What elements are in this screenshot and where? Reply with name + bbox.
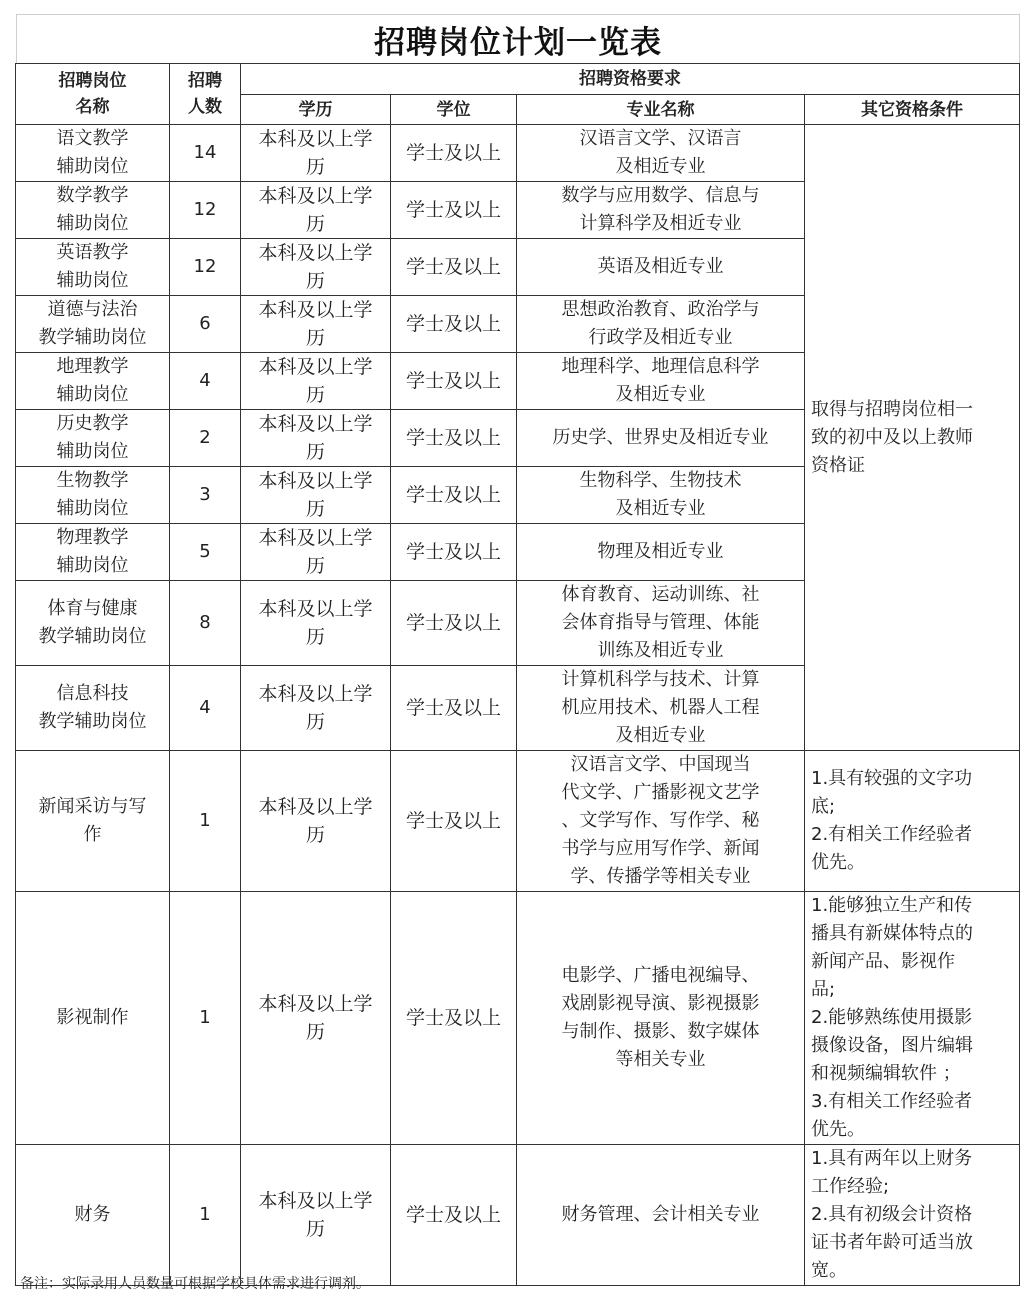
recruitment-table <box>15 63 1020 1286</box>
degree-cell: 学士及以上 <box>391 467 517 524</box>
table-row <box>16 125 1020 182</box>
cell-line: 及相近专业 <box>615 725 706 746</box>
cell-line: 品; <box>811 979 836 1000</box>
position-cell <box>16 581 170 666</box>
cell-line: 、文学写作、写作学、秘 <box>561 810 760 831</box>
header-education: 学历 <box>241 95 391 125</box>
cell-line: 取得与招聘岗位相一 <box>811 398 973 420</box>
header-position-line: 招聘岗位 <box>58 71 127 91</box>
cell-line: 物理教学 <box>56 527 129 548</box>
education-cell <box>241 666 391 751</box>
cell-line: 思想政治教育、政治学与 <box>561 299 760 320</box>
cell-line: 本科及以上学 <box>258 185 373 207</box>
count-cell: 3 <box>170 467 241 524</box>
cell-line: 教学辅助岗位 <box>38 327 147 348</box>
table-row <box>16 1145 1020 1286</box>
cell-line: 道德与法治 <box>47 299 138 320</box>
cell-line: 财务管理、会计相关专业 <box>561 1204 760 1225</box>
cell-line: 和视频编辑软件 ； <box>811 1063 961 1084</box>
major-cell <box>517 410 805 467</box>
position-cell <box>16 353 170 410</box>
position-cell <box>16 751 170 892</box>
cell-line: 历 <box>305 270 325 292</box>
degree-cell: 学士及以上 <box>391 751 517 892</box>
cell-line: 辅助岗位 <box>56 441 129 462</box>
count-cell: 6 <box>170 296 241 353</box>
cell-line: 底; <box>811 796 836 817</box>
cell-line: 历 <box>305 824 325 846</box>
cell-line: 1.能够独立生产和传 <box>811 895 973 916</box>
count-cell: 1 <box>170 751 241 892</box>
cell-line: 3.有相关工作经验者 <box>811 1091 973 1112</box>
cell-line: 优先。 <box>811 852 865 873</box>
degree-cell: 学士及以上 <box>391 410 517 467</box>
major-cell <box>517 182 805 239</box>
cell-line: 辅助岗位 <box>56 270 129 291</box>
count-cell: 4 <box>170 353 241 410</box>
header-other: 其它资格条件 <box>805 95 1020 125</box>
education-cell <box>241 353 391 410</box>
cell-line: 本科及以上学 <box>258 527 373 549</box>
education-cell <box>241 467 391 524</box>
cell-line: 英语及相近专业 <box>597 256 724 277</box>
count-cell: 5 <box>170 524 241 581</box>
cell-line: 生物教学 <box>56 470 129 491</box>
education-cell <box>241 524 391 581</box>
cell-line: 本科及以上学 <box>258 796 373 818</box>
cell-line: 历 <box>305 1218 325 1240</box>
cell-line: 数学与应用数学、信息与 <box>561 185 760 206</box>
degree-cell: 学士及以上 <box>391 125 517 182</box>
degree-cell: 学士及以上 <box>391 182 517 239</box>
cell-line: 信息科技 <box>56 683 129 704</box>
cell-line: 历 <box>305 626 325 648</box>
cell-line: 作 <box>83 824 102 845</box>
cell-line: 戏剧影视导演、影视摄影 <box>561 993 760 1014</box>
cell-line: 辅助岗位 <box>56 213 129 234</box>
cell-line: 1.具有较强的文字功 <box>811 768 973 789</box>
major-cell <box>517 524 805 581</box>
cell-line: 播具有新媒体特点的 <box>811 923 973 944</box>
cell-line: 历 <box>305 441 325 463</box>
cell-line: 地理科学、地理信息科学 <box>561 356 760 377</box>
table-row <box>16 892 1020 1145</box>
cell-line: 1.具有两年以上财务 <box>811 1148 973 1169</box>
position-cell <box>16 892 170 1145</box>
degree-cell: 学士及以上 <box>391 239 517 296</box>
cell-line: 计算机科学与技术、计算 <box>561 669 760 690</box>
education-cell <box>241 410 391 467</box>
cell-line: 辅助岗位 <box>56 555 129 576</box>
cell-line: 及相近专业 <box>615 384 706 405</box>
position-cell <box>16 467 170 524</box>
position-cell <box>16 1145 170 1286</box>
title-cell <box>16 14 1020 63</box>
header-requirements: 招聘资格要求 <box>241 64 1020 95</box>
other-cell <box>805 892 1020 1145</box>
cell-line: 体育教育、运动训练、社 <box>561 584 760 605</box>
count-cell: 1 <box>170 892 241 1145</box>
cell-line: 计算科学及相近专业 <box>579 213 742 234</box>
page-title: 招聘岗位计划一览表 <box>374 24 662 61</box>
cell-line: 本科及以上学 <box>258 356 373 378</box>
position-cell <box>16 296 170 353</box>
cell-line: 本科及以上学 <box>258 598 373 620</box>
major-cell <box>517 296 805 353</box>
cell-line: 及相近专业 <box>615 156 706 177</box>
header-degree: 学位 <box>391 95 517 125</box>
cell-line: 历史教学 <box>56 413 129 434</box>
table-body <box>16 125 1020 1286</box>
major-cell <box>517 239 805 296</box>
position-cell <box>16 666 170 751</box>
cell-line: 2.能够熟练使用摄影 <box>811 1007 973 1028</box>
major-cell <box>517 1145 805 1286</box>
degree-cell: 学士及以上 <box>391 581 517 666</box>
count-cell: 4 <box>170 666 241 751</box>
cell-line: 历 <box>305 711 325 733</box>
cell-line: 财务 <box>74 1204 111 1225</box>
cell-line: 地理教学 <box>56 356 129 377</box>
education-cell <box>241 892 391 1145</box>
cell-line: 2.有相关工作经验者 <box>811 824 973 845</box>
major-cell <box>517 892 805 1145</box>
major-cell <box>517 666 805 751</box>
cell-line: 2.具有初级会计资格 <box>811 1204 973 1225</box>
degree-cell: 学士及以上 <box>391 892 517 1145</box>
cell-line: 历 <box>305 327 325 349</box>
education-cell <box>241 296 391 353</box>
cell-line: 体育与健康 <box>47 598 138 619</box>
degree-cell: 学士及以上 <box>391 1145 517 1286</box>
cell-line: 宽。 <box>811 1260 847 1281</box>
cell-line: 书学与应用写作学、新闻 <box>561 838 760 859</box>
degree-cell: 学士及以上 <box>391 524 517 581</box>
education-cell <box>241 751 391 892</box>
cell-line: 优先。 <box>811 1119 865 1140</box>
cell-line: 数学教学 <box>56 185 129 206</box>
cell-line: 摄像设备，图片编辑 <box>811 1035 973 1056</box>
shared-other-cell <box>805 125 1020 751</box>
major-cell <box>517 467 805 524</box>
cell-line: 本科及以上学 <box>258 242 373 264</box>
cell-line: 等相关专业 <box>615 1049 706 1070</box>
cell-line: 教学辅助岗位 <box>38 626 147 647</box>
cell-line: 与制作、摄影、数字媒体 <box>561 1021 760 1042</box>
cell-line: 历 <box>305 1021 325 1043</box>
cell-line: 学、传播学等相关专业 <box>570 866 751 887</box>
count-cell: 2 <box>170 410 241 467</box>
other-cell <box>805 751 1020 892</box>
education-cell <box>241 581 391 666</box>
degree-cell: 学士及以上 <box>391 296 517 353</box>
cell-line: 历 <box>305 384 325 406</box>
cell-line: 历 <box>305 156 325 178</box>
count-cell: 8 <box>170 581 241 666</box>
header-major: 专业名称 <box>517 95 805 125</box>
cell-line: 本科及以上学 <box>258 683 373 705</box>
count-cell: 12 <box>170 182 241 239</box>
header-count-line: 招聘 <box>188 71 222 91</box>
education-cell <box>241 239 391 296</box>
education-cell <box>241 182 391 239</box>
footnote: 备注：实际录用人员数量可根据学校具体需求进行调剂。 <box>20 1276 370 1292</box>
position-cell <box>16 524 170 581</box>
cell-line: 致的初中及以上教师 <box>811 426 973 448</box>
cell-line: 会体育指导与管理、体能 <box>561 612 760 633</box>
cell-line: 辅助岗位 <box>56 156 129 177</box>
cell-line: 训练及相近专业 <box>597 640 724 661</box>
cell-line: 生物科学、生物技术 <box>579 470 742 491</box>
position-cell <box>16 125 170 182</box>
cell-line: 本科及以上学 <box>258 470 373 492</box>
header-position <box>16 64 170 125</box>
degree-cell: 学士及以上 <box>391 353 517 410</box>
cell-line: 本科及以上学 <box>258 128 373 150</box>
education-cell <box>241 125 391 182</box>
count-cell: 14 <box>170 125 241 182</box>
position-cell <box>16 410 170 467</box>
cell-line: 英语教学 <box>56 242 129 263</box>
cell-line: 历史学、世界史及相近专业 <box>552 427 769 448</box>
header-count-line: 人数 <box>188 97 222 117</box>
table-row <box>16 751 1020 892</box>
cell-line: 语文教学 <box>56 128 129 149</box>
cell-line: 资格证 <box>811 454 865 476</box>
position-cell <box>16 182 170 239</box>
cell-line: 本科及以上学 <box>258 299 373 321</box>
cell-line: 本科及以上学 <box>258 993 373 1015</box>
major-cell <box>517 353 805 410</box>
major-cell <box>517 125 805 182</box>
count-cell: 1 <box>170 1145 241 1286</box>
cell-line: 代文学、广播影视文艺学 <box>561 782 760 803</box>
cell-line: 汉语言文学、汉语言 <box>579 128 742 149</box>
cell-line: 影视制作 <box>56 1007 129 1028</box>
cell-line: 新闻采访与写 <box>38 796 147 817</box>
cell-line: 本科及以上学 <box>258 1190 373 1212</box>
degree-cell: 学士及以上 <box>391 666 517 751</box>
major-cell <box>517 751 805 892</box>
cell-line: 物理及相近专业 <box>597 541 724 562</box>
cell-line: 工作经验; <box>811 1176 890 1197</box>
position-cell <box>16 239 170 296</box>
cell-line: 新闻产品、影视作 <box>811 951 955 972</box>
cell-line: 历 <box>305 498 325 520</box>
cell-line: 辅助岗位 <box>56 498 129 519</box>
cell-line: 证书者年龄可适当放 <box>811 1232 973 1253</box>
cell-line: 教学辅助岗位 <box>38 711 147 732</box>
header-position-line: 名称 <box>75 97 110 117</box>
cell-line: 历 <box>305 213 325 235</box>
cell-line: 历 <box>305 555 325 577</box>
cell-line: 行政学及相近专业 <box>588 327 733 348</box>
cell-line: 及相近专业 <box>615 498 706 519</box>
cell-line: 汉语言文学、中国现当 <box>570 754 751 775</box>
major-cell <box>517 581 805 666</box>
cell-line: 本科及以上学 <box>258 413 373 435</box>
cell-line: 辅助岗位 <box>56 384 129 405</box>
count-cell: 12 <box>170 239 241 296</box>
education-cell <box>241 1145 391 1286</box>
cell-line: 电影学、广播电视编导、 <box>561 965 760 986</box>
other-cell <box>805 1145 1020 1286</box>
cell-line: 机应用技术、机器人工程 <box>561 697 760 718</box>
header-count <box>170 64 241 125</box>
